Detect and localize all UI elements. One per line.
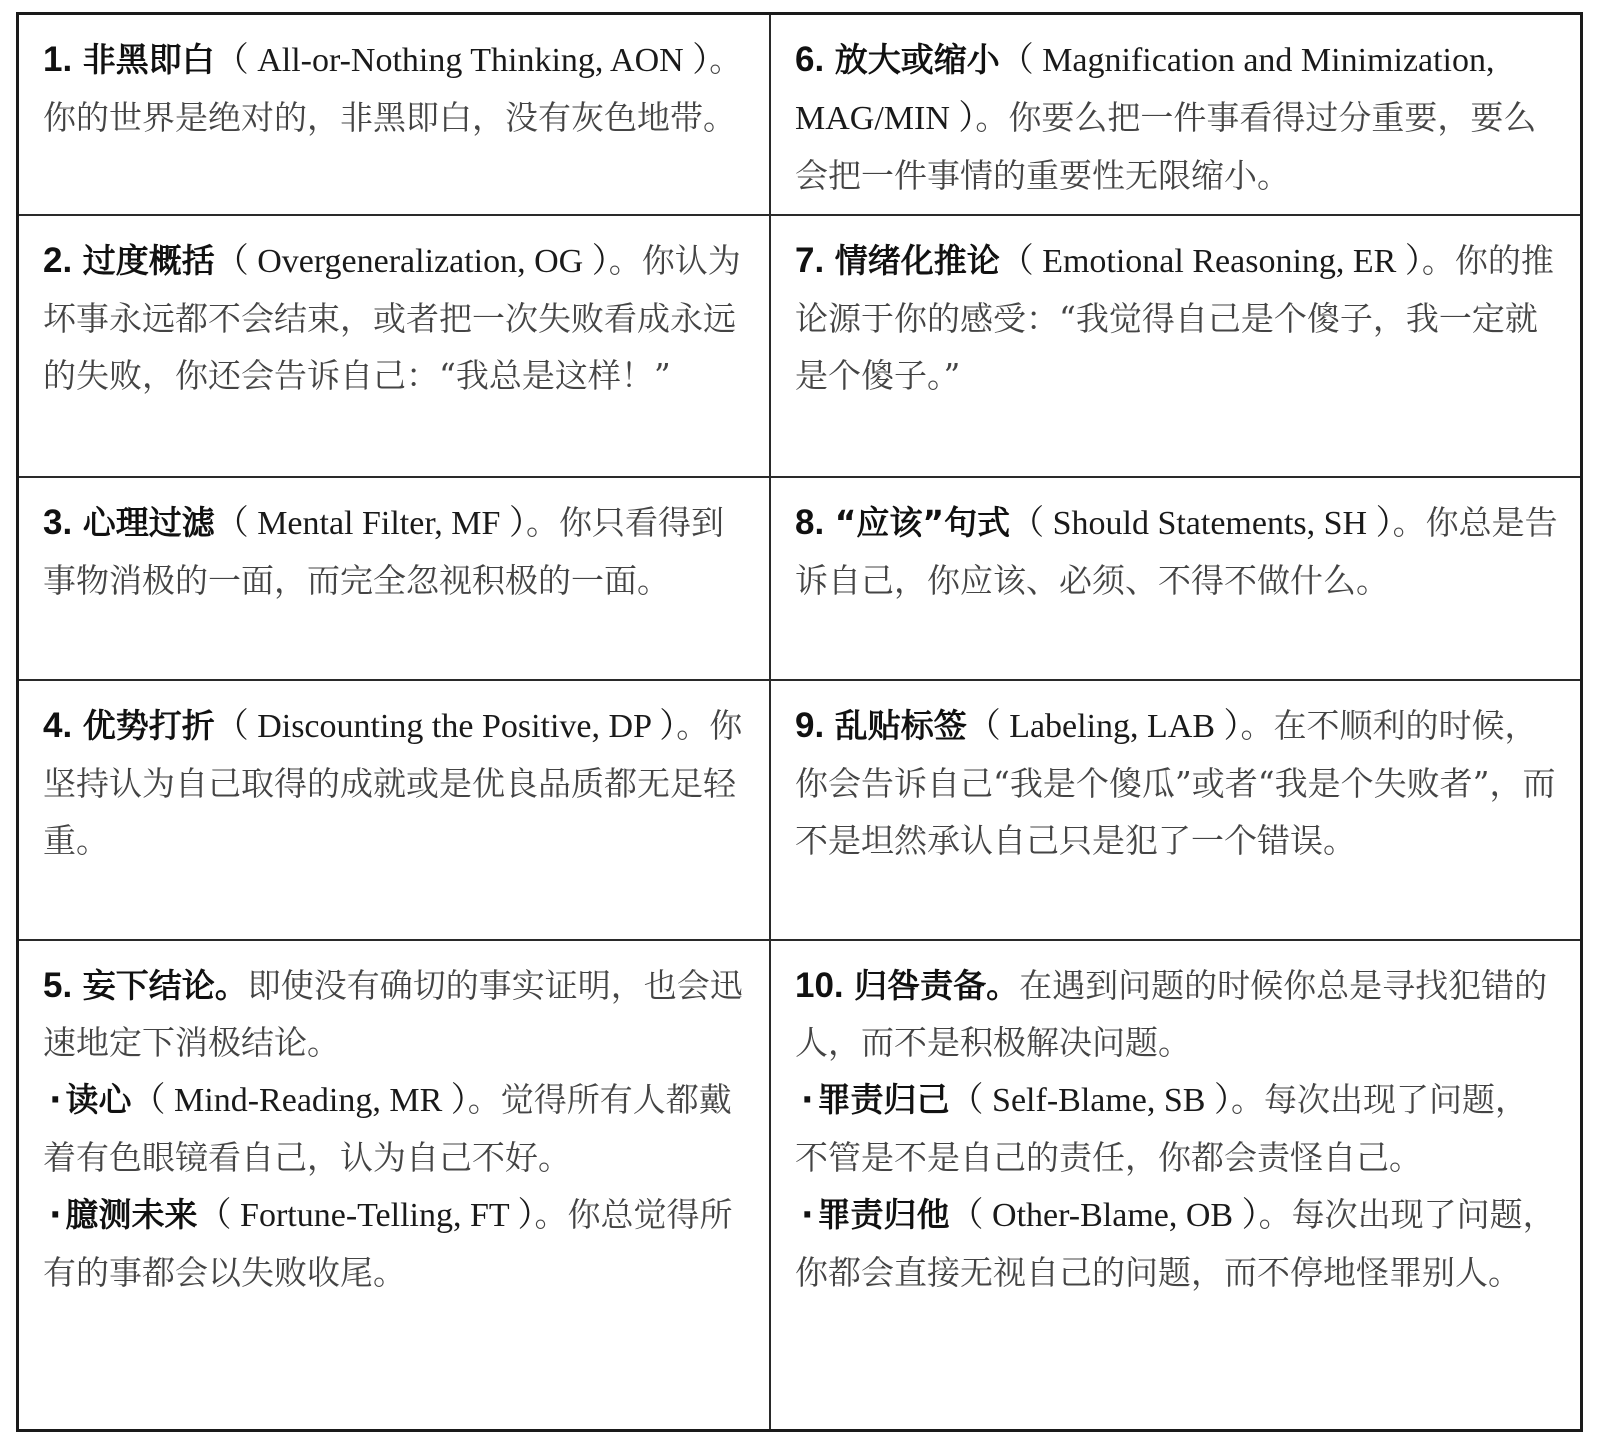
item-number: 1. (43, 40, 73, 79)
cell-item-6 (771, 15, 1580, 216)
subitem-heading: 罪责归己 (817, 1080, 950, 1119)
subitem-body: 。每次出现了问题，你都会直接无视自己的问题，而不停地怪罪别人。 (795, 1195, 1556, 1292)
subitem-english: （ Mind-Reading, MR ） (131, 1082, 468, 1119)
item-body: 。你认为坏事永远都不会结束，或者把一次失败看成永远的失败，你还会告诉自己：“我总是这样！” (43, 241, 741, 395)
item-body: 。你坚持认为自己取得的成就或是优良品质都无足轻重。 (43, 706, 743, 860)
distortions-table (16, 12, 1583, 1432)
bullet-icon: · (49, 1195, 62, 1234)
subitem-other-blame (795, 1186, 1558, 1301)
item-heading: 妄下结论。 (82, 966, 248, 1005)
item-heading: 心理过滤 (82, 503, 215, 542)
item-heading: “应该”句式 (834, 503, 1011, 542)
subitem-fortune-telling (43, 1186, 747, 1301)
item-english: （ Mental Filter, MF ） (214, 505, 526, 542)
item-body: 。你只看得到事物消极的一面，而完全忽视积极的一面。 (43, 503, 724, 600)
item-body: 。你的世界是绝对的，非黑即白，没有灰色地带。 (43, 40, 743, 137)
item-heading: 乱贴标签 (834, 706, 967, 745)
subitem-heading: 读心 (65, 1080, 132, 1119)
item-english: （ Labeling, LAB ） (966, 708, 1241, 745)
item-number: 5. (43, 966, 73, 1005)
item-number: 2. (43, 241, 73, 280)
subitem-english: （ Self-Blame, SB ） (949, 1082, 1231, 1119)
subitem-body: 。每次出现了问题，不管是不是自己的责任，你都会责怪自己。 (795, 1080, 1528, 1177)
item-body: 。在不顺利的时候，你会告诉自己“我是个傻瓜”或者“我是个失败者”，而不是坦然承认自己只是犯了一个错误。 (795, 706, 1556, 860)
item-number: 4. (43, 706, 73, 745)
item-body: 。你的推论源于你的感受：“我觉得自己是个傻子，我一定就是个傻子。” (795, 241, 1554, 395)
item-number: 8. (795, 503, 825, 542)
item-number: 10. (795, 966, 844, 1005)
item-heading: 放大或缩小 (834, 40, 1000, 79)
item-heading: 情绪化推论 (834, 241, 1000, 280)
cell-item-5 (19, 941, 771, 1429)
subitem-heading: 罪责归他 (817, 1195, 950, 1234)
bullet-icon: · (801, 1195, 814, 1234)
item-heading: 归咎责备。 (854, 966, 1020, 1005)
item-heading: 优势打折 (82, 706, 215, 745)
item-english: （ Overgeneralization, OG ） (214, 243, 609, 280)
cell-item-9 (771, 681, 1580, 941)
cell-item-1 (19, 15, 771, 216)
subitem-mind-reading (43, 1071, 747, 1186)
subitem-heading: 臆测未来 (65, 1195, 198, 1234)
item-english: （ All-or-Nothing Thinking, AON ） (214, 42, 710, 79)
bullet-icon: · (801, 1080, 814, 1119)
item-number: 6. (795, 40, 825, 79)
item-body: 在遇到问题的时候你总是寻找犯错的人，而不是积极解决问题。 (795, 966, 1548, 1062)
item-english: （ Magnification and Minimization, MAG/MIN ） (795, 42, 1495, 137)
cell-item-3 (19, 478, 771, 681)
cell-item-2 (19, 216, 771, 478)
item-body: 即使没有确切的事实证明，也会迅速地定下消极结论。 (43, 966, 743, 1062)
subitem-body: 。觉得所有人都戴着有色眼镜看自己，认为自己不好。 (43, 1080, 732, 1177)
cell-item-4 (19, 681, 771, 941)
bullet-icon: · (49, 1080, 62, 1119)
item-number: 3. (43, 503, 73, 542)
subitem-english: （ Fortune-Telling, FT ） (197, 1197, 535, 1234)
cell-item-8 (771, 478, 1580, 681)
item-heading: 过度概括 (82, 241, 215, 280)
item-number: 7. (795, 241, 825, 280)
subitem-body: 。你总觉得所有的事都会以失败收尾。 (43, 1195, 733, 1292)
cell-item-7 (771, 216, 1580, 478)
item-english: （ Should Statements, SH ） (1010, 505, 1393, 542)
item-heading: 非黑即白 (82, 40, 215, 79)
cell-item-10 (771, 941, 1580, 1429)
item-number: 9. (795, 706, 825, 745)
subitem-self-blame (795, 1071, 1558, 1186)
subitem-english: （ Other-Blame, OB ） (949, 1197, 1259, 1234)
item-english: （ Discounting the Positive, DP ） (214, 708, 677, 745)
item-body: 。你总是告诉自己，你应该、必须、不得不做什么。 (795, 503, 1558, 600)
item-body: 。你要么把一件事看得过分重要，要么会把一件事情的重要性无限缩小。 (795, 98, 1537, 195)
item-english: （ Emotional Reasoning, ER ） (999, 243, 1422, 280)
